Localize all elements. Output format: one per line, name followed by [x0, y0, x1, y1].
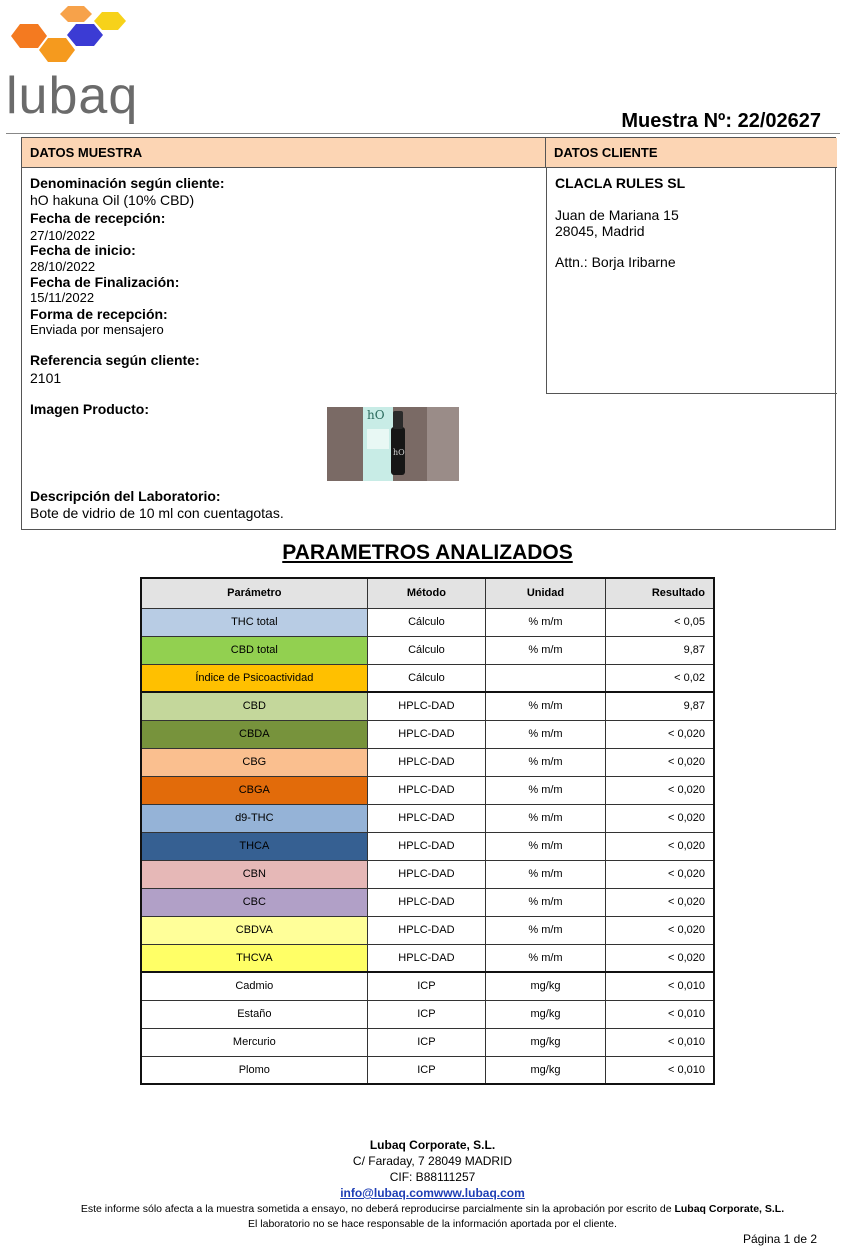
- svg-text:hO: hO: [393, 448, 405, 457]
- param-result-cell: < 0,020: [605, 720, 714, 748]
- param-method-cell: HPLC-DAD: [367, 692, 486, 720]
- param-row: [141, 832, 714, 860]
- param-result-cell: < 0,020: [605, 804, 714, 832]
- sample-info-box: [21, 137, 836, 530]
- param-method-cell: HPLC-DAD: [367, 916, 486, 944]
- client-column: [546, 168, 837, 394]
- param-method-cell: ICP: [367, 1056, 486, 1084]
- param-unit-cell: % m/m: [486, 804, 606, 832]
- param-row: [141, 860, 714, 888]
- param-row: [141, 972, 714, 1000]
- logo-wordmark: lubaq: [6, 67, 139, 125]
- lab-description-value: Bote de vidrio de 10 ml con cuentagotas.: [30, 505, 284, 521]
- svg-text:hO: hO: [367, 408, 385, 422]
- param-result-cell: < 0,05: [605, 608, 714, 636]
- param-name-cell: CBGA: [141, 776, 367, 804]
- param-result-cell: < 0,010: [605, 1028, 714, 1056]
- param-method-cell: Cálculo: [367, 608, 486, 636]
- param-method-cell: HPLC-DAD: [367, 860, 486, 888]
- param-name-cell: CBG: [141, 748, 367, 776]
- param-name-cell: THC total: [141, 608, 367, 636]
- param-row: [141, 720, 714, 748]
- param-row: [141, 1028, 714, 1056]
- param-method-cell: ICP: [367, 1000, 486, 1028]
- param-method-cell: ICP: [367, 972, 486, 1000]
- param-row: [141, 636, 714, 664]
- disclaimer-line1: [0, 1202, 865, 1217]
- param-unit-cell: % m/m: [486, 916, 606, 944]
- param-row: [141, 1000, 714, 1028]
- param-name-cell: d9-THC: [141, 804, 367, 832]
- param-result-cell: < 0,02: [605, 664, 714, 692]
- image-label: Imagen Producto:: [30, 401, 150, 417]
- param-unit-cell: % m/m: [486, 748, 606, 776]
- param-unit-cell: % m/m: [486, 636, 606, 664]
- header-divider: [6, 133, 840, 134]
- param-row: [141, 916, 714, 944]
- page-number: Página 1 de 2: [742, 1232, 817, 1246]
- param-method-cell: HPLC-DAD: [367, 776, 486, 804]
- param-method-cell: Cálculo: [367, 664, 486, 692]
- param-method-cell: HPLC-DAD: [367, 832, 486, 860]
- param-method-cell: HPLC-DAD: [367, 888, 486, 916]
- footer-address: C/ Faraday, 7 28049 MADRID: [352, 1154, 513, 1168]
- field-value-referencia: 2101: [30, 370, 62, 386]
- field-value-fecha-finalizacion: 15/11/2022: [30, 290, 95, 305]
- param-unit-cell: % m/m: [486, 944, 606, 972]
- param-name-cell: CBDVA: [141, 916, 367, 944]
- param-result-cell: < 0,010: [605, 1056, 714, 1084]
- params-header-row: [141, 578, 714, 608]
- field-label-fecha-inicio: Fecha de inicio:: [30, 242, 136, 258]
- param-unit-cell: % m/m: [486, 692, 606, 720]
- field-value-forma-recepcion: Enviada por mensajero: [30, 322, 164, 337]
- param-row: [141, 776, 714, 804]
- col-header-unidad: Unidad: [486, 578, 606, 608]
- disclaimer-line1-company: Lubaq Corporate, S.L.: [674, 1203, 785, 1215]
- footer-links: [0, 1185, 865, 1201]
- field-label-fecha-recepcion: Fecha de recepción:: [30, 210, 166, 226]
- param-result-cell: < 0,020: [605, 748, 714, 776]
- client-attn: Attn.: Borja Iribarne: [555, 254, 676, 270]
- footer-company: Lubaq Corporate, S.L.: [369, 1138, 496, 1152]
- param-method-cell: HPLC-DAD: [367, 804, 486, 832]
- param-result-cell: < 0,020: [605, 888, 714, 916]
- param-result-cell: < 0,020: [605, 776, 714, 804]
- param-name-cell: Mercurio: [141, 1028, 367, 1056]
- datos-cliente-header: DATOS CLIENTE: [546, 138, 837, 168]
- param-name-cell: Cadmio: [141, 972, 367, 1000]
- param-name-cell: CBDA: [141, 720, 367, 748]
- param-row: [141, 1056, 714, 1084]
- param-unit-cell: mg/kg: [486, 1000, 606, 1028]
- param-unit-cell: % m/m: [486, 608, 606, 636]
- param-name-cell: CBC: [141, 888, 367, 916]
- footer-email-link[interactable]: info@lubaq.com: [340, 1186, 434, 1200]
- lab-description-label: Descripción del Laboratorio:: [30, 488, 221, 504]
- field-value-fecha-recepcion: 27/10/2022: [30, 228, 96, 243]
- disclaimer-line1-text: Este informe sólo afecta a la muestra sometida a ensayo, no deberá reproducirse parcialmente sin la aprobación por escrito de: [80, 1203, 675, 1215]
- param-result-cell: < 0,020: [605, 832, 714, 860]
- col-header-resultado: Resultado: [605, 578, 714, 608]
- param-unit-cell: mg/kg: [486, 972, 606, 1000]
- field-value-denominacion: hO hakuna Oil (10% CBD): [30, 192, 195, 208]
- footer: [0, 1137, 865, 1201]
- params-title: PARAMETROS ANALIZADOS: [282, 541, 573, 564]
- footer-cif: CIF: B88111257: [389, 1170, 476, 1184]
- param-row: [141, 692, 714, 720]
- param-unit-cell: % m/m: [486, 776, 606, 804]
- param-name-cell: CBN: [141, 860, 367, 888]
- param-method-cell: ICP: [367, 1028, 486, 1056]
- param-name-cell: Estaño: [141, 1000, 367, 1028]
- logo-hexagons: [11, 6, 126, 62]
- param-name-cell: Plomo: [141, 1056, 367, 1084]
- client-name: CLACLA RULES SL: [555, 175, 686, 191]
- param-unit-cell: mg/kg: [486, 1028, 606, 1056]
- client-address-line2: 28045, Madrid: [555, 223, 645, 239]
- params-body: [141, 608, 714, 1084]
- param-unit-cell: mg/kg: [486, 1056, 606, 1084]
- param-unit-cell: [486, 664, 606, 692]
- col-header-metodo: Método: [367, 578, 486, 608]
- field-label-referencia: Referencia según cliente:: [30, 352, 200, 368]
- param-row: [141, 608, 714, 636]
- param-result-cell: < 0,020: [605, 860, 714, 888]
- param-result-cell: 9,87: [605, 692, 714, 720]
- param-method-cell: HPLC-DAD: [367, 720, 486, 748]
- param-result-cell: < 0,010: [605, 1000, 714, 1028]
- param-unit-cell: % m/m: [486, 888, 606, 916]
- param-result-cell: 9,87: [605, 636, 714, 664]
- field-value-fecha-inicio: 28/10/2022: [30, 259, 96, 274]
- datos-muestra-header: DATOS MUESTRA: [22, 138, 546, 168]
- col-header-parametro: Parámetro: [141, 578, 367, 608]
- params-table: [140, 577, 715, 1085]
- param-row: [141, 944, 714, 972]
- param-unit-cell: % m/m: [486, 860, 606, 888]
- param-row: [141, 748, 714, 776]
- product-image: [327, 407, 459, 481]
- param-name-cell: CBD total: [141, 636, 367, 664]
- disclaimer: [0, 1202, 865, 1232]
- param-result-cell: < 0,020: [605, 916, 714, 944]
- param-name-cell: THCVA: [141, 944, 367, 972]
- param-method-cell: Cálculo: [367, 636, 486, 664]
- param-result-cell: < 0,010: [605, 972, 714, 1000]
- param-name-cell: Índice de Psicoactividad: [141, 664, 367, 692]
- footer-web-link[interactable]: www.lubaq.com: [433, 1186, 525, 1200]
- client-address-line1: Juan de Mariana 15: [555, 207, 679, 223]
- param-unit-cell: % m/m: [486, 720, 606, 748]
- field-label-forma-recepcion: Forma de recepción:: [30, 306, 168, 322]
- param-method-cell: HPLC-DAD: [367, 944, 486, 972]
- field-label-fecha-finalizacion: Fecha de Finalización:: [30, 274, 180, 290]
- param-name-cell: THCA: [141, 832, 367, 860]
- param-method-cell: HPLC-DAD: [367, 748, 486, 776]
- param-name-cell: CBD: [141, 692, 367, 720]
- param-unit-cell: % m/m: [486, 832, 606, 860]
- sample-number: Muestra Nº: 22/02627: [621, 110, 821, 132]
- param-result-cell: < 0,020: [605, 944, 714, 972]
- param-row: [141, 888, 714, 916]
- field-label-denominacion: Denominación según cliente:: [30, 175, 225, 191]
- disclaimer-line2: El laboratorio no se hace responsable de la información aportada por el cliente.: [248, 1218, 617, 1230]
- param-row: [141, 664, 714, 692]
- param-row: [141, 804, 714, 832]
